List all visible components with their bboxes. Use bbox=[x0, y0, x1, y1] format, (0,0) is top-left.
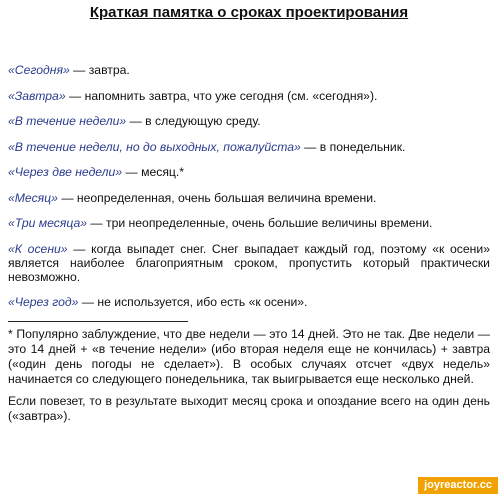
entry-in-a-year bbox=[8, 295, 490, 309]
entry-term: «Месяц» bbox=[8, 190, 58, 205]
entry-term: «В течение недели» bbox=[8, 114, 127, 128]
entry-term: «Через год» bbox=[8, 295, 79, 309]
entry-text: — когда выпадет снег. Снег выпадает каждый год, поэтому «к осени» является наиболее благоприятным сроком, пропустить который практически невозможно. bbox=[8, 241, 490, 284]
entry-term: «Через две недели» bbox=[8, 165, 123, 179]
entry-list bbox=[8, 63, 490, 309]
entry-term: «Три месяца» bbox=[8, 216, 88, 230]
entry-text: — в понедельник. bbox=[300, 139, 406, 154]
entry-before-weekend bbox=[8, 140, 490, 154]
entry-text: — завтра. bbox=[69, 63, 130, 77]
entry-term: «Сегодня» bbox=[8, 63, 70, 77]
entry-tomorrow bbox=[8, 89, 490, 103]
footnote-divider bbox=[8, 321, 188, 322]
footnote: * Популярно заблуждение, что две недели — это 14 дней. Это не так. Две недели — это 14 дней + «в течение недели» (ибо вторая неделя еще не кончилась) + завтра («один день погоды не сделает»). В особых случаях отсчет «двух недель» начинается со следующего понедельника, так выигрывается еще несколько дней. bbox=[8, 327, 490, 386]
entry-within-week bbox=[8, 114, 490, 128]
entry-term: «К осени» bbox=[8, 241, 68, 256]
entry-today bbox=[8, 63, 490, 77]
entry-three-months bbox=[8, 216, 490, 230]
entry-by-autumn bbox=[8, 242, 490, 284]
site-watermark[interactable]: joyreactor.cc bbox=[418, 477, 498, 494]
entry-text: — в следующую среду. bbox=[126, 114, 261, 128]
entry-text: — не используется, ибо есть «к осени». bbox=[78, 295, 308, 309]
entry-term: «В течение недели, но до выходных, пожалуйста» bbox=[8, 139, 301, 154]
closing-paragraph: Если повезет, то в результате выходит месяц срока и опоздание всего на один день («завтра»). bbox=[8, 394, 490, 423]
entry-text: — три неопределенные, очень большие величины времени. bbox=[87, 216, 433, 230]
entry-month bbox=[8, 191, 490, 205]
entry-text: — месяц.* bbox=[122, 165, 185, 179]
page-title: Краткая памятка о сроках проектирования bbox=[89, 4, 409, 21]
entry-two-weeks bbox=[8, 165, 490, 179]
entry-term: «Завтра» bbox=[8, 88, 66, 103]
entry-text: — напомнить завтра, что уже сегодня (см. «сегодня»). bbox=[65, 88, 378, 103]
entry-text: — неопределенная, очень большая величина времени. bbox=[57, 190, 377, 205]
